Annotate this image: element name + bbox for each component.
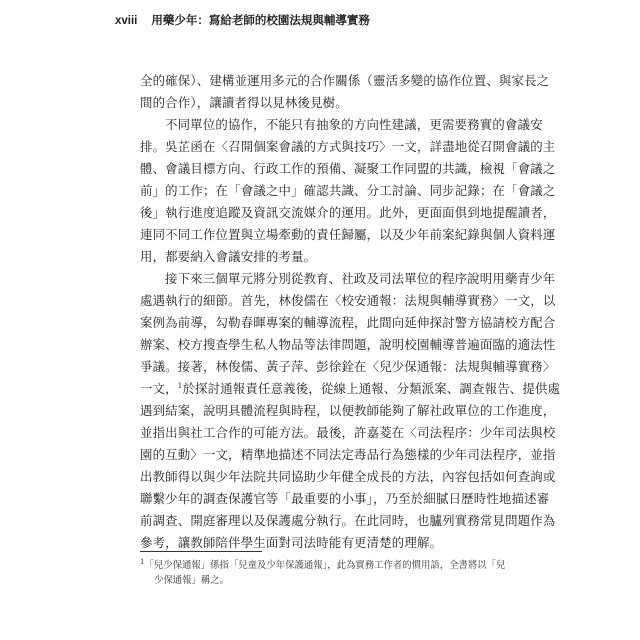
paragraph-line: 全的確保）、建構並運用多元的合作關係（靈活多變的協作位置、與家長之 [140,73,550,88]
footnote-marker: 1 [140,557,145,566]
paragraph-line: 間的合作），讓讀者得以見林後見樹。 [140,95,348,110]
line-rest: 於探討通報責任意義後，從線上通報、分類派案、調查報告、提供處 [182,381,561,396]
paragraph-line: 連同不同工作位置與立場牽動的責任歸屬，以及少年前案紀錄與個人資料運 [140,227,556,242]
paragraph-line: 處遇執行的細節。首先，林俊儒在〈校安通報：法規與輔導實務〉一文，以 [140,293,556,308]
page-number: xviii [115,15,138,27]
paragraph-line: 聯繫少年的調查保護官等「最重要的小事」，乃至於細膩日歷時性地描述審 [140,491,550,506]
paragraph-line: 前調查、開庭審理以及保護處分執行。在此同時，也臚列實務常見問題作為 [140,513,556,528]
footnote-text: 「兒少保通報」係指「兒童及少年保護通報」，此為實務工作者的慣用語，全書將以「兒 [144,560,506,571]
paragraph-line: 參考，讓教師陪伴學生面對司法時能有更清楚的理解。 [140,535,443,550]
paragraph-line: 並指出與社工合作的可能方法。最後，許嘉菱在〈司法程序：少年司法與校 [140,425,556,440]
footnotes [140,558,518,588]
footnote-ref[interactable]: 1 [177,381,183,390]
paragraph-line: 爭議。接著，林俊儒、黃子萍、彭徐銓在〈兒少保通報：法規與輔導實務〉 [140,359,556,374]
paragraph-line: 園的互動〉一文，精準地描述不同法定毒品行為態樣的少年司法程序，並指 [140,447,556,462]
paragraph-line: 後」執行進度追蹤及資訊交流媒介的運用。此外，更面面俱到地提醒讀者， [140,205,556,220]
paragraph-line: 排。吳芷函在〈召開個案會議的方式與技巧〉一文，詳盡地從召開會議的主 [140,139,556,154]
book-title: 用藥少年：寫給老師的校園法規與輔導實務 [151,13,370,27]
footnote-line: 少保通報」稱之。 [154,575,230,586]
paragraph-line: 前」的工作；在「會議之中」確認共識、分工討論、同步記錄；在「會議之 [140,183,556,198]
paragraph-line: 不同單位的協作，不能只有抽象的方向性建議，更需要務實的會議安 [165,117,543,132]
paragraph-line: 遇到結案，說明具體流程與時程，以便教師能夠了解社政單位的工作進度， [140,403,556,418]
footnote-line [140,558,518,573]
paragraph-line: 辦案、校方搜查學生私人物品等法律問題，說明校園輔導普遍面臨的適法性 [140,337,556,352]
paragraph-line-with-footnote-ref [140,378,561,400]
paragraph-line: 用，都要納入會議安排的考量。 [140,249,317,264]
paragraph-line: 出教師得以與少年法院共同協助少年健全成長的方法，內容包括如何查詢或 [140,469,556,484]
paragraph-line: 案例為前導，勾勒春暉專案的輔導流程，此間向延伸探討警方協請校方配合 [140,315,556,330]
body-text [140,70,561,554]
line-start: 一文， [140,381,178,396]
footnote-divider [140,551,262,552]
paragraph-line: 接下來三個單元將分別從教育、社政及司法單位的程序說明用藥青少年 [165,271,556,286]
paragraph-line: 體、會議目標方向、行政工作的預備、凝聚工作同盟的共識，檢視「會議之 [140,161,556,176]
running-header [115,12,535,32]
